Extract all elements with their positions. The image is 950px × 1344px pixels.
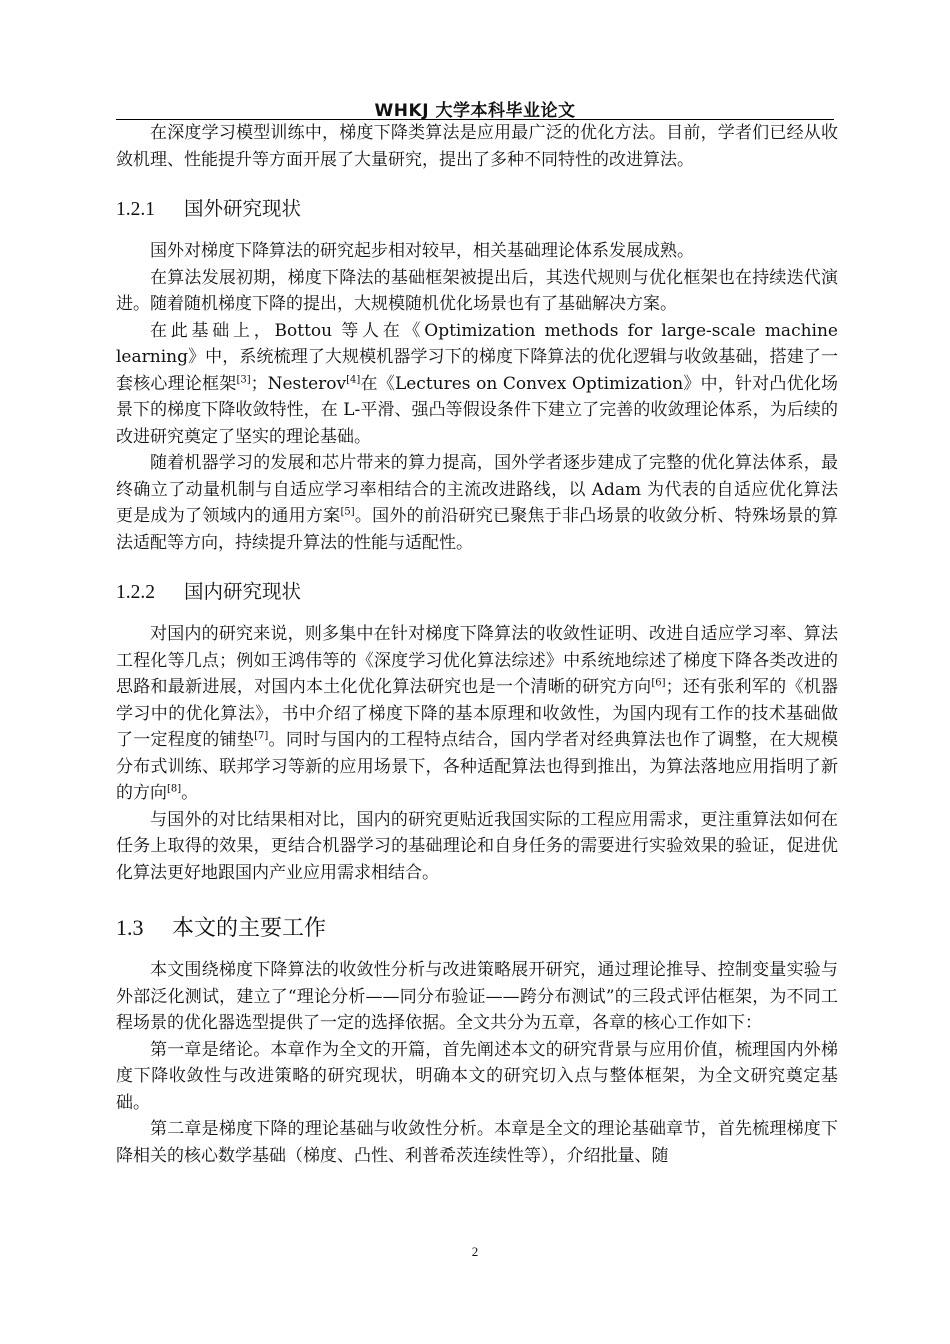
paragraph: 国外对梯度下降算法的研究起步相对较早，相关基础理论体系发展成熟。 <box>150 241 694 261</box>
paragraph: 在算法发展初期，梯度下降法的基础框架被提出后，其迭代规则与优化框架也在持续迭代演进。随着随机梯度下降的提出，大规模随机优化场景也有了基础解决方案。 <box>116 267 838 314</box>
text-run: 在此基础上，Bottou 等人在《Optimization methods for large-scale machine learning》中，系统梳理了大规模机器学习下的梯度下降算法的优化逻辑与收敛基础，搭建了一套核心理论框架 <box>116 320 838 394</box>
citation: [3] <box>236 373 251 385</box>
section-heading-1-2-2 <box>116 578 838 607</box>
citation: [5] <box>340 506 355 518</box>
paragraph <box>116 621 838 807</box>
paragraph: 本文围绕梯度下降算法的收敛性分析与改进策略展开研究，通过理论推导、控制变量实验与外部泛化测试，建立了“理论分析——同分布验证——跨分布测试”的三段式评估框架，为不同工程场景的优化器选型提供了一定的选择依据。全文共分为五章，各章的核心工作如下： <box>116 960 838 1033</box>
intro-paragraph: 在深度学习模型训练中，梯度下降类算法是应用最广泛的优化方法。目前，学者们已经从收敛机理、性能提升等方面开展了大量研究，提出了多种不同特性的改进算法。 <box>116 123 838 170</box>
paragraph: 与国外的对比结果相对比，国内的研究更贴近我国实际的工程应用需求，更注重算法如何在任务上取得的效果，更结合机器学习的基础理论和自身任务的需要进行实验效果的验证，促进优化算法更好地跟国内产业应用需求相结合。 <box>116 809 838 883</box>
section-number: 1.2.2 <box>116 582 155 603</box>
paragraph <box>116 318 838 451</box>
running-header: WHKJ 大学本科毕业论文 <box>374 101 576 121</box>
citation: [4] <box>346 373 361 385</box>
section-title: 国内研究现状 <box>184 580 302 603</box>
section-heading-1-2-1 <box>116 195 838 224</box>
section-number: 1.2.1 <box>116 199 155 220</box>
citation: [7] <box>254 730 269 742</box>
section-heading-1-3 <box>116 912 838 945</box>
text-run: 。同时与国内的工程特点结合，国内学者对经典算法也作了调整，在大规模分布式训练、联邦学习等新的应用场景下，各种适配算法也得到推出，为算法落地应用指明了新的方向 <box>116 730 839 803</box>
citation: [8] <box>167 783 182 795</box>
text-run: ；Nesterov <box>250 373 347 394</box>
paragraph: 第二章是梯度下降的理论基础与收敛性分析。本章是全文的理论基础章节，首先梳理梯度下降相关的核心数学基础（梯度、凸性、利普希茨连续性等），介绍批量、随 <box>116 1119 838 1166</box>
section-number: 1.3 <box>116 915 144 940</box>
page-number: 2 <box>471 1244 479 1259</box>
citation: [6] <box>651 677 666 689</box>
text-run: ；还有张利军的《机器学习中的优化算法》，书中介绍了梯度下降的基本原理和收敛性，为国内现有工作的技术基础做了一定程度的铺垫 <box>116 677 838 750</box>
section-title: 国外研究现状 <box>184 197 302 220</box>
text-run: 在《Lectures on Convex Optimization》中，针对凸优化场景下的梯度下降收敛特性，在 L-平滑、强凸等假设条件下建立了完善的收敛理论体系，为后续的改进研究奠定了坚实的理论基础。 <box>116 373 839 447</box>
paragraph: 第一章是绪论。本章作为全文的开篇，首先阐述本文的研究背景与应用价值，梳理国内外梯度下降收敛性与改进策略的研究现状，明确本文的研究切入点与整体框架，为全文研究奠定基础。 <box>116 1039 838 1113</box>
text-run: 对国内的研究来说，则多集中在针对梯度下降算法的收敛性证明、改进自适应学习率、算法工程化等几点；例如王鸿伟等的《深度学习优化算法综述》中系统地综述了梯度下降各类改进的思路和最新进展，对国内本土化优化算法研究也是一个清晰的研究方向 <box>116 624 838 697</box>
text-run: 随着机器学习的发展和芯片带来的算力提高，国外学者逐步建成了完整的优化算法体系，最终确立了动量机制与自适应学习率相结合的主流改进路线，以 Adam 为代表的自适应优化算法更是成为了领域内的通用方案 <box>116 453 838 526</box>
section-title: 本文的主要工作 <box>172 916 327 941</box>
page-body <box>116 120 838 1169</box>
text-run: 。 <box>181 783 199 803</box>
text-run: 。国外的前沿研究已聚焦于非凸场景的收敛分析、特殊场景的算法适配等方向，持续提升算法的性能与适配性。 <box>116 506 839 553</box>
paragraph <box>116 450 838 556</box>
